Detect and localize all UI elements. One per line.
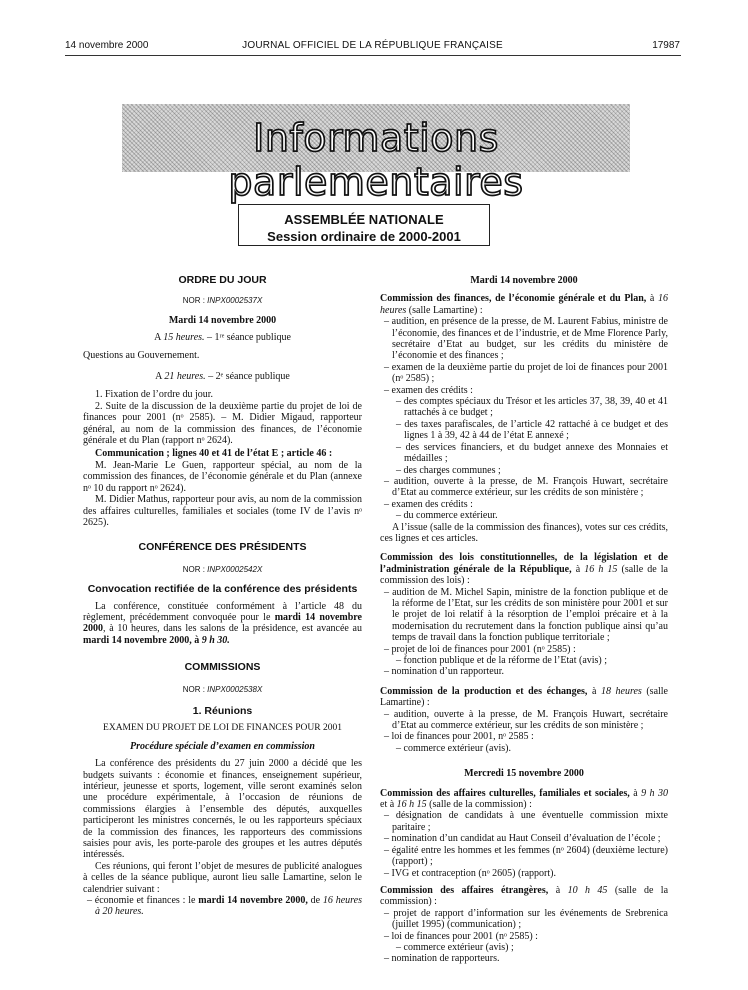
examen-heading: EXAMEN DU PROJET DE LOI DE FINANCES POUR 2001 [103,723,342,734]
cult-item: – IVG et contraception (nᵒ 2605) (rapport). [384,867,556,879]
fin-subitem: – des comptes spéciaux du Trésor et les articles 37, 38, 39, 40 et 41 rattachés à ce budget ; [396,396,668,419]
fin-subitem: – des services financiers, et du budget annexe des Monnaies et médailles ; [396,441,668,465]
header-date: 14 novembre 2000 [65,40,149,51]
questions-line: Questions au Gouvernement. [83,349,200,361]
fin-item: – examen de la deuxième partie du projet de loi de finances pour 2001 (nᵒ 2585) ; [384,361,668,385]
fin-subitem: – des taxes parafiscales, de l’article 42 rattaché à ce budget et des lignes 1 à 39, 42 à 44 de l’état E annexé ; [396,418,668,442]
etr-subitem: – commerce extérieur (avis) ; [396,941,514,953]
prod-item: – loi de finances pour 2001, nᵒ 2585 : [384,731,534,743]
left-column [83,275,362,918]
etr-item: – projet de rapport d’information sur les événements de Srebrenica (juillet 1995) (communication) ; [384,907,668,931]
cult-item: – désignation de candidats à une éventuelle commission mixte paritaire ; [384,810,668,833]
lois-item: – projet de loi de finances pour 2001 (nᵒ 2585) : [384,643,576,655]
mercredi-heading: Mercredi 15 novembre 2000 [464,768,584,780]
fin-item: – examen des crédits : [384,384,473,396]
running-header [65,40,680,54]
communication-line: Communication ; lignes 40 et 41 de l’état E ; article 46 : [95,448,333,460]
assembly-name: ASSEMBLÉE NATIONALE [284,212,444,227]
fin-subitem: – des charges communes ; [396,464,501,476]
header-rule [65,55,681,56]
header-page-number: 17987 [652,40,680,51]
procedure-heading: Procédure spéciale d’examen en commission [130,740,315,752]
fin-item: – examen des crédits : [384,498,473,510]
agenda-item-2: 2. Suite de la discussion de la deuxième partie du projet de loi de finances pour 2001 (nᵒ 2585). – M. Didier Migaud, rapporteur général, au nom de la commission des finances, de l’économie générale et du Plan (rapport nᵒ 2624). [83,400,362,447]
fin-issue: A l’issue (salle de la commission des finances), votes sur ces crédits, ces lignes et ces articles. [380,521,668,544]
finances-commission-heading: Commission des finances, de l’économie générale et du Plan, à 16 heures (salle Lamartine) : [380,293,668,316]
fin-subitem: – du commerce extérieur. [396,510,498,522]
seance-2: A 21 heures. – 2ᵉ séance publique [155,371,290,383]
fin-item: – audition, ouverte à la presse, de M. François Huwart, secrétaire d’Etat au commerce extérieur, sur les crédits de son ministère ; [384,475,668,499]
lois-item: – nomination d’un rapporteur. [384,666,504,678]
cult-item: – égalité entre les hommes et les femmes (nᵒ 2604) (deuxième lecture) (rapport) ; [384,844,668,868]
rapporteur-mathus: M. Didier Mathus, rapporteur pour avis, au nom de la commission des affaires culturelles, familiales et sociales (tome IV de l’avis nᵒ 2625). [83,494,362,528]
commissions-heading: COMMISSIONS [184,661,261,674]
conference-heading: CONFÉRENCE DES PRÉSIDENTS [138,541,307,554]
convocation-heading: Convocation rectifiée de la conférence des présidents [87,583,358,596]
conference-paragraph: La conférence, constituée conformément à l’article 48 du règlement, précédemment convoquée pour le mardi 14 novembre 2000, à 10 heures, dans les salons de la présidence, est avancée au mardi 14 novembre 2000, à 9 h 30. [83,600,362,646]
lois-commission-heading: Commission des lois constitutionnelles, de la législation et de l’administration générale de la République, à 16 h 15 (salle de la commission des lois) : [380,552,668,587]
etr-item: – nomination de rapporteurs. [384,953,500,965]
ordre-nor: NOR : INPX0002537X [182,296,263,306]
seance-1: A 15 heures. – 1ʳᵉ séance publique [154,332,291,344]
etr-item: – loi de finances pour 2001 (nᵒ 2585) : [384,930,538,942]
mardi-heading: Mardi 14 novembre 2000 [168,314,277,326]
right-mardi-heading: Mardi 14 novembre 2000 [470,275,578,286]
prod-subitem: – commerce extérieur (avis). [396,742,511,754]
etrangeres-commission-heading: Commission des affaires étrangères, à 10 h 45 (salle de la commission) : [380,884,669,908]
prod-item: – audition, ouverte à la presse, de M. François Huwart, secrétaire d’Etat au commerce extérieur, sur les crédits de son ministère ; [384,708,668,732]
header-journal-title: JOURNAL OFFICIEL DE LA RÉPUBLIQUE FRANÇAISE [242,40,503,51]
banner-title: Informations parlementaires [228,116,524,204]
rapporteur-guen: M. Jean-Marie Le Guen, rapporteur spécial, au nom de la commission des finances, de l’économie générale et du Plan (annexe nᵒ 10 du rapport nᵒ 2624). [83,459,362,494]
economie-item: – économie et finances : le mardi 14 novembre 2000, de 16 heures à 20 heures. [87,895,362,918]
lois-subitem: – fonction publique et de la réforme de l’Etat (avis) ; [396,655,608,666]
agenda-item-1: 1. Fixation de l’ordre du jour. [95,389,214,401]
conference-juin-paragraph: La conférence des présidents du 27 juin 2000 a décidé que les budgets suivants : économie et finances, enseignement supérieur, intérieur, jeunesse et sports, logement, ville seront examinés selon une procédure expérimentale, à l’occasion de réunions de commissions élargies à l’ensemble des députés, auxquelles participeront les ministres concernés, le ou les rapporteurs spéciaux de la commission des finances, les rapporteurs des commissions saisies pour avis, les porte-parole des groupes et les autres députés intéressés. [83,758,362,861]
culturelles-commission-heading: Commission des affaires culturelles, familiales et sociales, à 9 h 30 et à 16 h 15 (salle de la commission) : [380,787,668,811]
right-column [380,275,668,965]
section-banner [122,104,630,204]
production-commission-heading: Commission de la production et des échanges, à 18 heures (salle Lamartine) : [380,685,669,709]
conference-nor: NOR : INPX0002542X [182,564,263,574]
assembly-box [238,204,490,246]
cult-item: – nomination d’un candidat au Haut Conseil d’évaluation de l’école ; [384,833,661,845]
ordre-du-jour-heading: ORDRE DU JOUR [178,274,267,286]
reunions-heading: 1. Réunions [192,704,253,717]
commissions-nor: NOR : INPX0002538X [182,684,263,694]
session-label: Session ordinaire de 2000-2001 [267,229,461,244]
lois-item: – audition de M. Michel Sapin, ministre de la fonction publique et de la réforme de l’Etat, sur les crédits de son ministère pour 2001 et sur le projet de loi relatif à la résorption de l’emploi précaire et à la modernisation du recrutement dans la fonction publique ainsi qu’au temps de travail dans la fonction publique territoriale ; [384,586,668,644]
fin-item: – audition, en présence de la presse, de M. Laurent Fabius, ministre de l’économie, des finances et de l’industrie, et de Mme Florence Parly, secrétaire d’Etat au budget, sur les crédits du ministère de l’économie et des finances ; [384,316,668,362]
reunions-paragraph: Ces réunions, qui feront l’objet de mesures de publicité analogues à celles de la séance publique, auront lieu salle Lamartine, selon le calendrier suivant : [83,860,362,895]
